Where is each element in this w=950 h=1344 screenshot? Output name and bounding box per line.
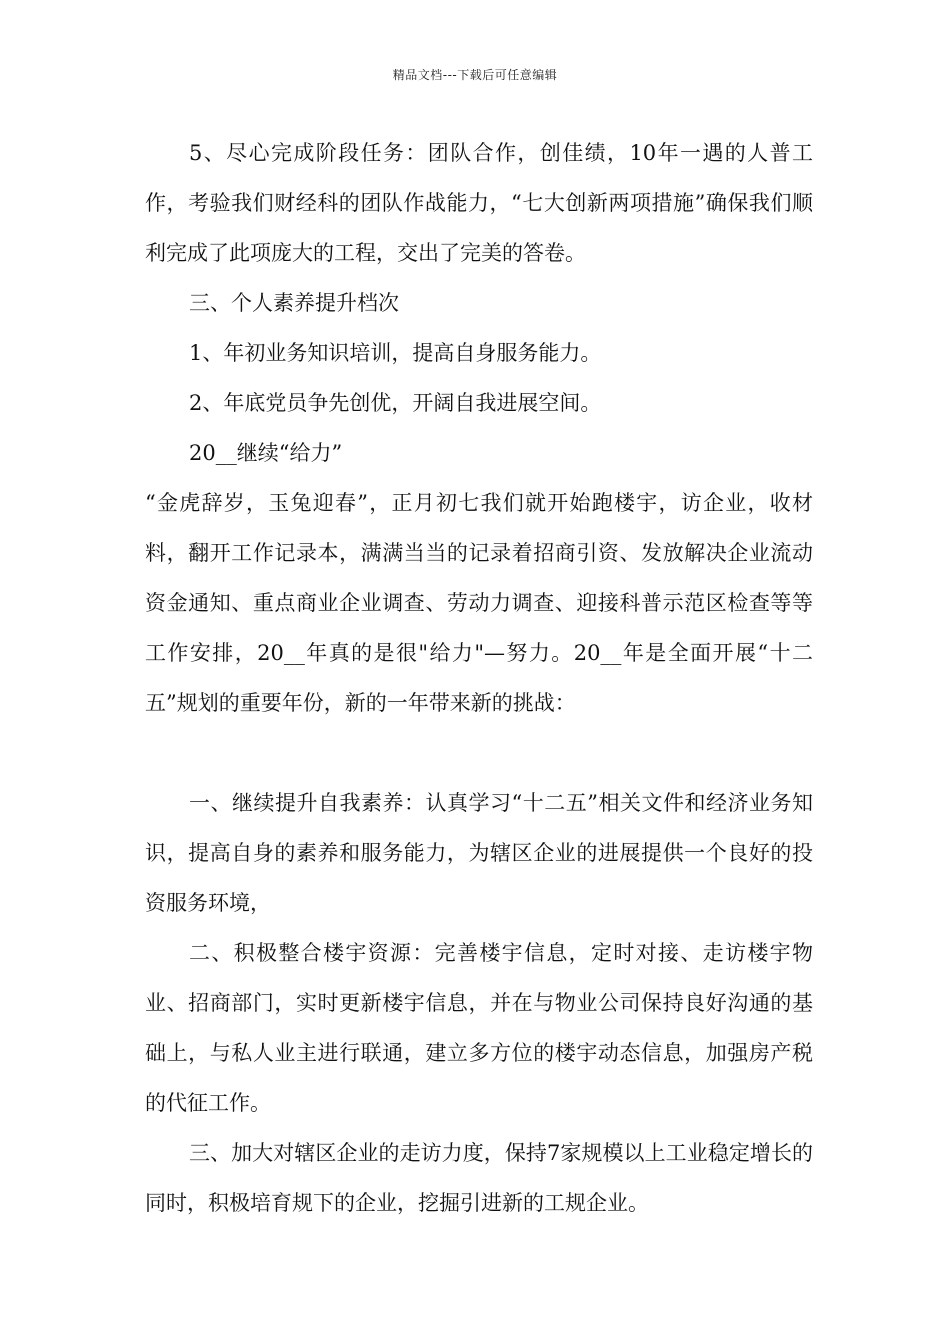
paragraph-gap: [145, 728, 813, 778]
paragraph-goal-3: 三、加大对辖区企业的走访力度，保持7家规模以上工业稳定增长的同时，积极培育规下的企业，挖掘引进新的工规企业。: [145, 1141, 813, 1215]
paragraph-task-5: 5、尽心完成阶段任务：团队合作，创佳绩，10年一遇的人普工作，考验我们财经科的团队作战能力，“七大创新两项措施”确保我们顺利完成了此项庞大的工程，交出了完美的答卷。: [145, 141, 813, 265]
section-heading-personal-quality: 三、个人素养提升档次: [189, 291, 399, 315]
paragraph-item-2: 2、年底党员争先创优，开阔自我进展空间。: [189, 391, 602, 415]
paragraph-item-1: 1、年初业务知识培训，提高自身服务能力。: [189, 341, 602, 365]
paragraph-goal-1: 一、继续提升自我素养：认真学习“十二五”相关文件和经济业务知识，提高自身的素养和服务能力，为辖区企业的进展提供一个良好的投资服务环境，: [145, 791, 813, 915]
section-heading-continue: 20__继续“给力”: [189, 441, 343, 465]
document-body: [145, 128, 813, 1228]
paragraph-intro: “金虎辞岁，玉兔迎春”，正月初七我们就开始跑楼宇，访企业，收材料，翻开工作记录本，满满当当的记录着招商引资、发放解决企业流动资金通知、重点商业企业调查、劳动力调查、迎接科普示范区检查等等工作安排，20__年真的是很"给力"—努力。20__年是全面开展“十二五”规划的重要年份，新的一年带来新的挑战：: [145, 491, 813, 715]
paragraph-goal-2: 二、积极整合楼宇资源：完善楼宇信息，定时对接、走访楼宇物业、招商部门，实时更新楼宇信息，并在与物业公司保持良好沟通的基础上，与私人业主进行联通，建立多方位的楼宇动态信息，加强房产税的代征工作。: [145, 941, 813, 1115]
page-header: 精品文档---下载后可任意编辑: [392, 68, 558, 82]
